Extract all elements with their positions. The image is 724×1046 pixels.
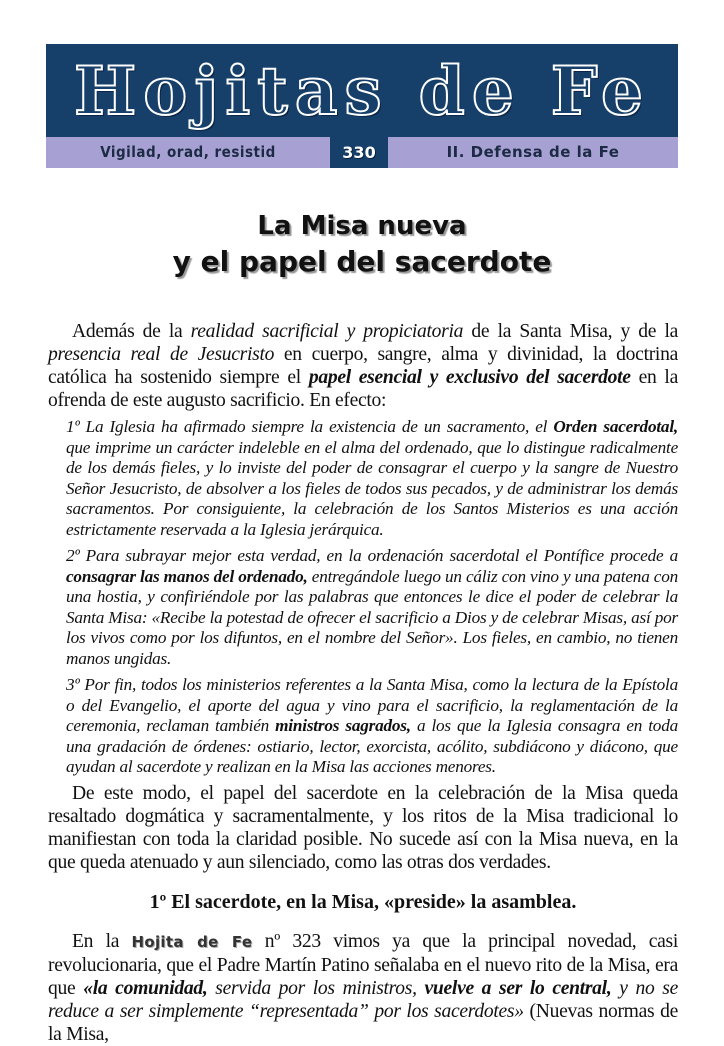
masthead-strip (46, 137, 678, 168)
text-run: 2º Para subrayar mejor esta verdad, en la ordenación sacerdotal el Pontífice procede a (66, 546, 678, 565)
publication-name-inline: Hojita de Fe (131, 932, 253, 951)
section-heading: 1º El sacerdote, en la Misa, «preside» la asamblea. (149, 890, 577, 913)
article-body (48, 320, 678, 1046)
text-run: en cuerpo, sangre, alma y divinidad, la doctrina católica ha sostenido siempre el (48, 344, 678, 388)
text-run: de la Santa Misa, y de la (463, 321, 678, 342)
publication-title: Hojitas de Fe (73, 52, 651, 130)
strong-emphasis: papel esencial y exclusivo del sacerdote (308, 367, 631, 388)
strong: Orden sacerdotal, (553, 417, 678, 436)
emphasis: presencia real de Jesucristo (48, 344, 275, 365)
article-title-line-2: y el papel del sacerdote (172, 245, 552, 278)
text-run: 3º Por fin, todos los ministerios referentes a la Santa Misa, como la lectura de la Epístola o del Evangelio, el aporte del agua y vino para el sacrificio, la reglamentación de la ceremonia, reclaman también (66, 675, 678, 735)
text-run: Además de la (72, 321, 191, 342)
text-run: entregándole luego un cáliz con vino y una patena con una hostia, y confiriéndole por las palabras que entonces le dice el poder de celebrar la Santa Misa: «Recibe la potestad de ofrecer el sacrificio a Dios y de celebrar Misas, así por los vivos como por los difuntos, en el nombre del Señor». Los fieles, en cambio, no tienen manos ungidas. (66, 566, 678, 668)
text-run: en la ofrenda de este augusto sacrificio. En efecto: (48, 367, 678, 411)
motto: Vigilad, orad, resistid (100, 143, 276, 161)
text-run: que imprime un carácter indeleble en el alma del ordenado, que lo distingue radicalmente de los demás fieles, y lo inviste del poder de consagrar el cuerpo y la sangre de Nuestro Señor Jesucristo, de absolver a los fieles de todos sus pecados, y de administrar los demás sacramentos. Por consiguiente, la celebración de los Santos Misterios es una acción estrictamente reservada a la Iglesia jerárquica. (66, 437, 678, 539)
emphasis: realidad sacrificial y propiciatoria (190, 321, 464, 342)
point-2 (66, 546, 678, 669)
text-run: (Nuevas normas de la Misa, (48, 1000, 678, 1045)
text-run: En la (72, 930, 132, 952)
issue-number: 330 (330, 137, 388, 168)
emphasis: servida por los ministros, (207, 977, 425, 999)
point-3 (66, 675, 678, 778)
strong: consagrar las manos del ordenado, (66, 566, 308, 586)
text-run: 1º La Iglesia ha afirmado siempre la existencia de un sacramento, el (66, 417, 554, 436)
article-title (46, 208, 678, 280)
strong-emphasis: vuelve a ser lo central, (424, 977, 612, 999)
masthead (46, 44, 678, 168)
section-1-paragraph (48, 930, 678, 1046)
intro-paragraph (48, 320, 678, 412)
series-section: II. Defensa de la Fe (446, 143, 620, 161)
text-run: nº 323 vimos ya que la principal novedad, casi revolucionaria, que el Padre Martín Patino señalaba en el nuevo rito de la Misa, era que (48, 930, 678, 999)
masthead-banner (46, 44, 678, 137)
emphasis: y no se reduce a ser simplemente “representada” por los sacerdotes» (48, 977, 678, 1022)
conclusion-paragraph: De este modo, el papel del sacerdote en la celebración de la Misa queda resaltado dogmática y sacramentalmente, y los ritos de la Misa tradicional lo manifiestan con toda la claridad posible. No sucede así con la Misa nueva, en la que queda atenuado y aun silenciado, como las otras dos verdades. (48, 782, 678, 873)
text-run: a los que la Iglesia consagra en toda una gradación de órdenes: ostiario, lector, exorcista, acólito, subdiácono y diácono, que ayudan al sacerdote y realizan en la Misa las acciones menores. (66, 716, 678, 776)
point-1 (66, 417, 678, 540)
strong: ministros sagrados, (275, 716, 411, 735)
strong-emphasis: «la comunidad, (83, 977, 208, 999)
article-title-line-1: La Misa nueva (257, 211, 467, 241)
